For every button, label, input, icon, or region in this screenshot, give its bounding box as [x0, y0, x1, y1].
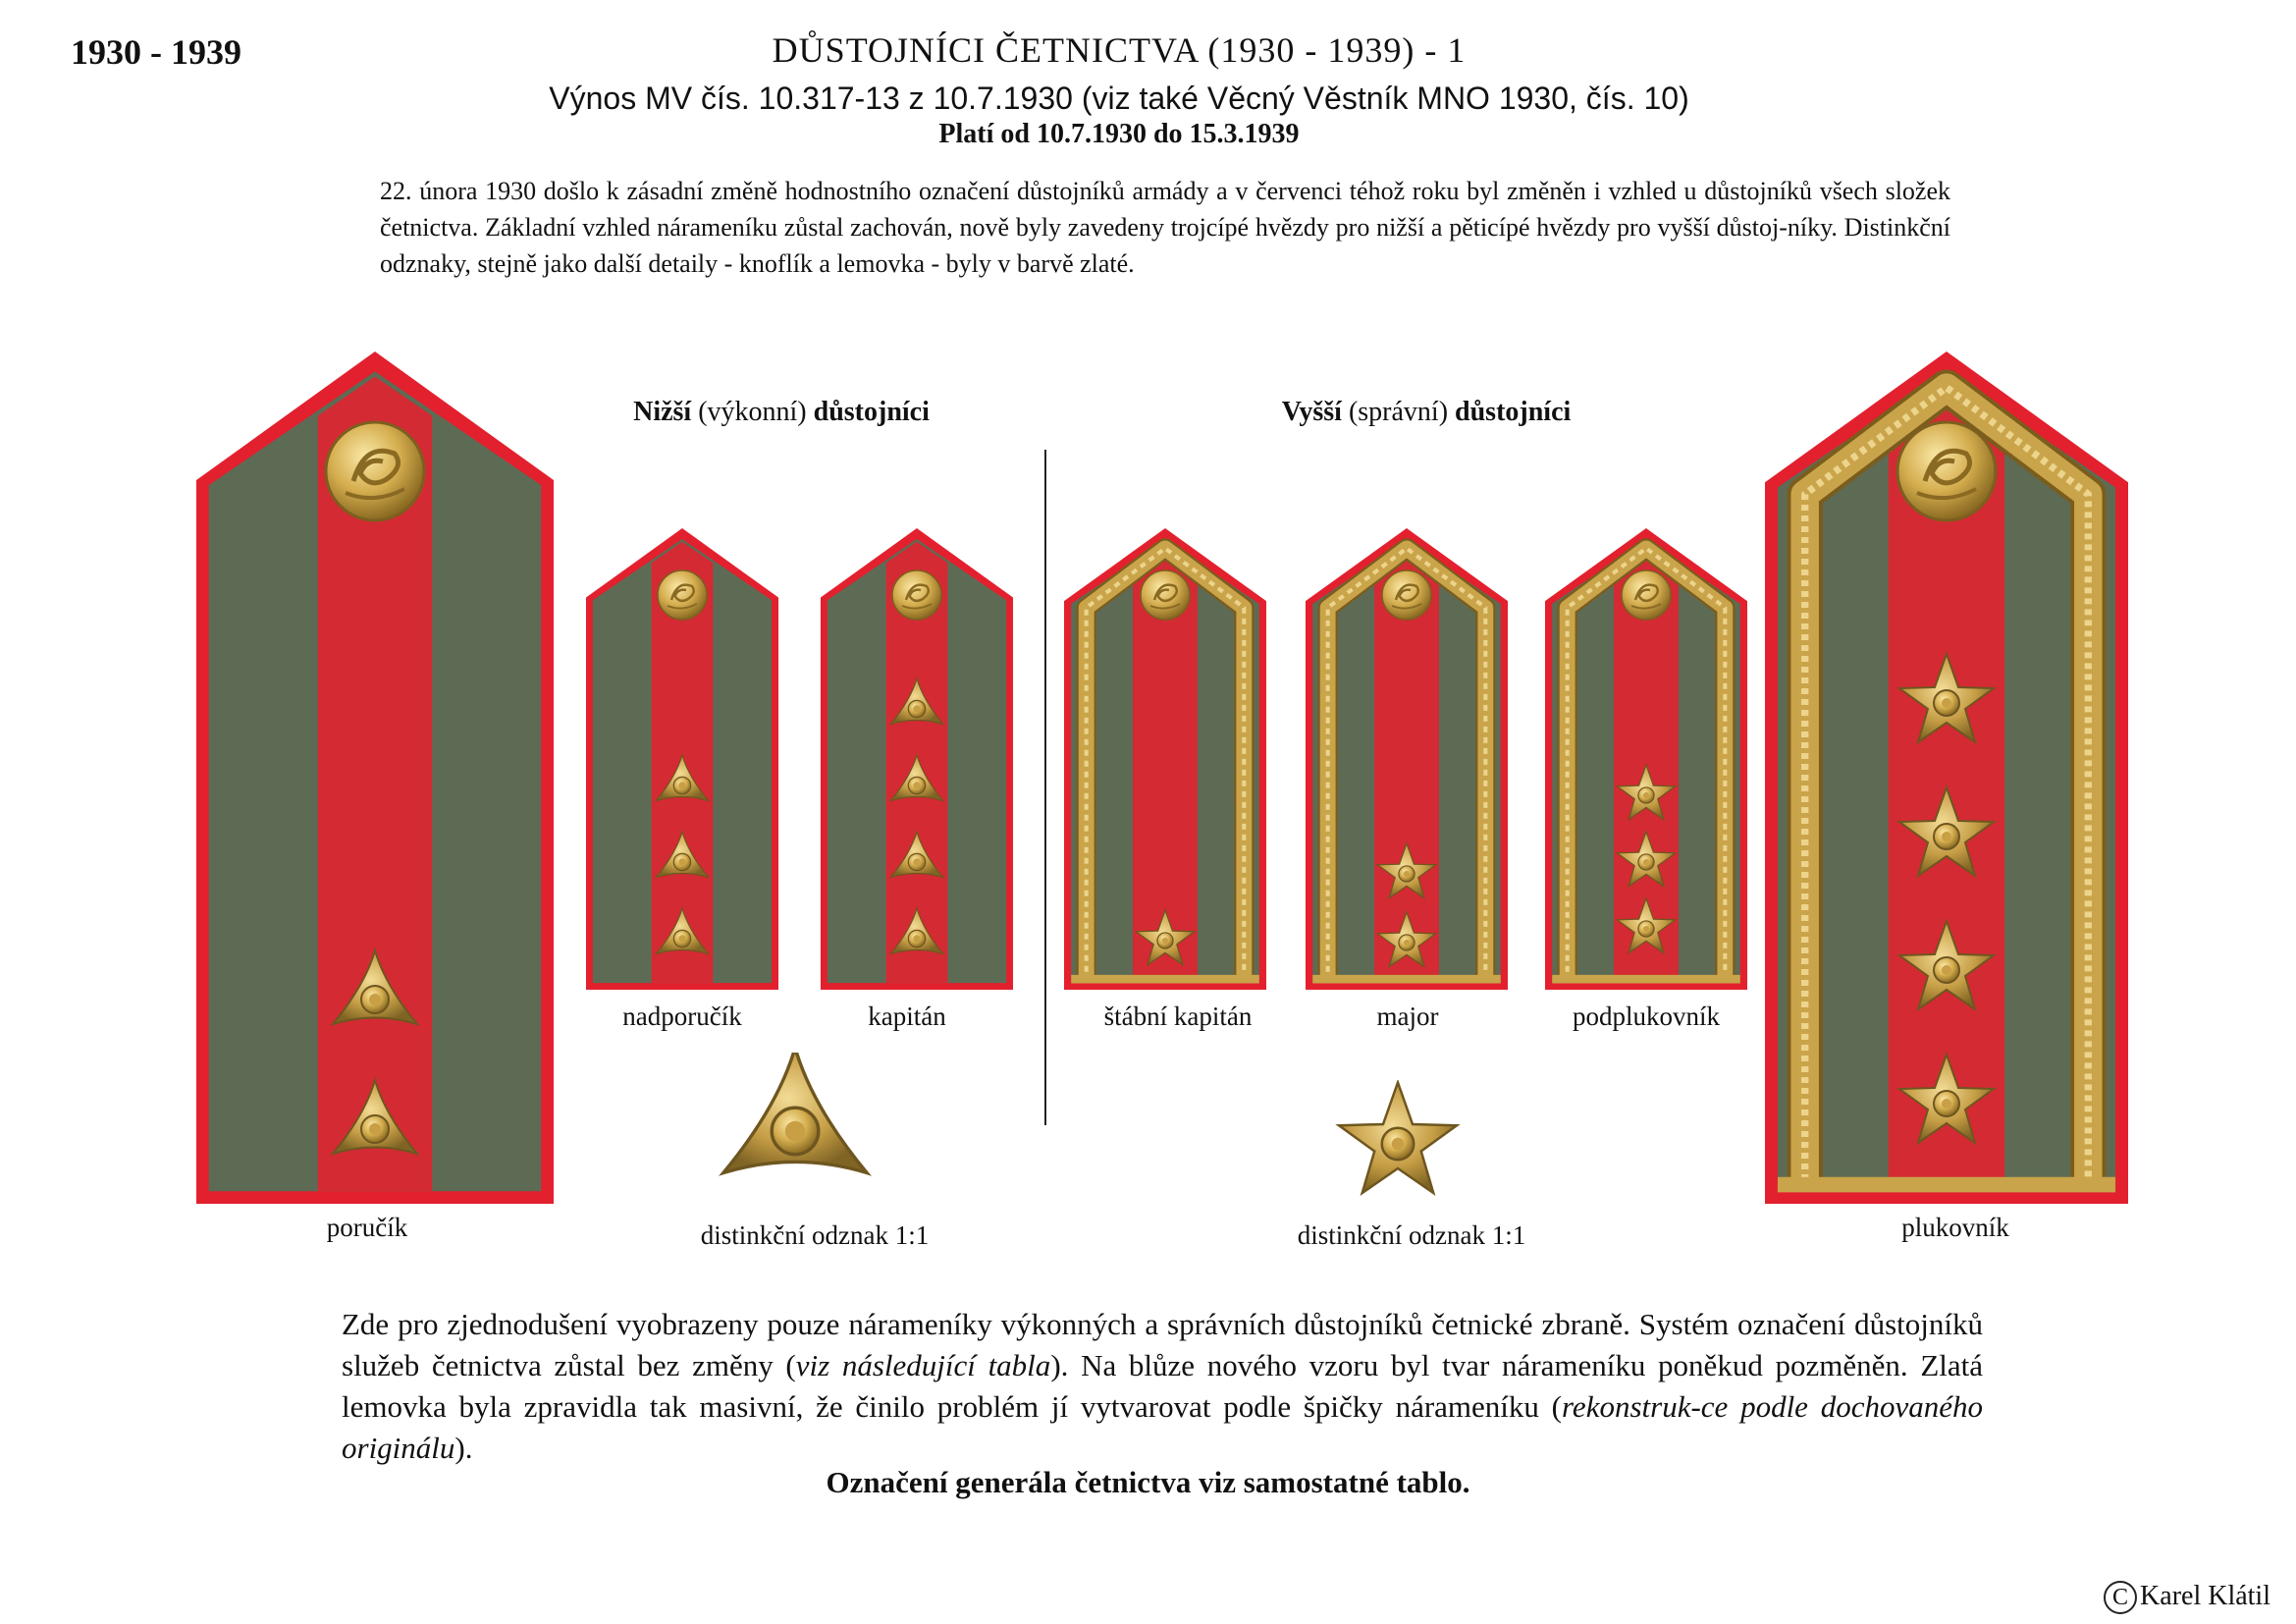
tri-star-specimen — [707, 1053, 883, 1210]
board-podplukovnik — [1545, 528, 1747, 990]
button-icon — [892, 570, 941, 620]
board-major — [1306, 528, 1508, 990]
caption-major: major — [1376, 1001, 1439, 1031]
pent-star-specimen — [1309, 1080, 1486, 1208]
copyright-icon: C — [2104, 1581, 2137, 1614]
caption-nadporucik: nadporučík — [622, 1001, 742, 1031]
validity-period: Platí od 10.7.1930 do 15.3.1939 — [938, 119, 1300, 149]
board-nadporucik — [586, 528, 778, 990]
button-icon — [1382, 570, 1431, 620]
caption-kapitan: kapitán — [868, 1001, 946, 1031]
group-divider — [1044, 450, 1046, 1125]
board-plukovnik — [1765, 352, 2128, 1204]
board-stabni-kapitan — [1064, 528, 1266, 990]
button-icon — [1141, 570, 1190, 620]
copyright — [2104, 1581, 2270, 1614]
closing-paragraph: Zde pro zjednodušení vyobrazeny pouze nárameníky výkonných a správních důstojníků četnické zbraně. Systém označení důstojníků služeb četnictva zůstal bez změny (viz následující tabla). Na blůze nového vzoru byl tvar nárameníku poněkud pozměněn. Zlatá lemovka byla zpravidla tak masivní, že činilo problém jí vytvarovat podle špičky nárameníku (rekonstruk-ce podle dochovaného originálu). — [342, 1307, 1983, 1465]
page-title: DŮSTOJNÍCI ČETNICTVA (1930 - 1939) - 1 — [772, 30, 1467, 70]
caption-insignia-higher: distinkční odznak 1:1 — [1297, 1220, 1526, 1250]
caption-podplukovnik: podplukovník — [1572, 1001, 1720, 1031]
lower-officers-heading: Nižší (výkonní) důstojníci — [633, 397, 930, 427]
button-icon — [658, 570, 707, 620]
years-heading: 1930 - 1939 — [71, 32, 241, 72]
higher-officers-heading: Vyšší (správní) důstojníci — [1281, 397, 1572, 427]
button-icon — [1897, 422, 1996, 520]
intro-paragraph: 22. února 1930 došlo k zásadní změně hodnostního označení důstojníků armády a v červenci téhož roku byl změněn i vzhled u důstojníků všech složek četnictva. Základní vzhled nárameníku zůstal zachován, nově byly zavedeny trojcípé hvězdy pro nižší a pěticípé hvězdy pro vyšší důstoj-níky. Distinkční odznaky, stejně jako další detaily - knoflík a lemovka - byly v barvě zlaté. — [380, 177, 1950, 278]
caption-insignia-lower: distinkční odznak 1:1 — [700, 1220, 930, 1250]
board-kapitan — [821, 528, 1013, 990]
general-note: Označení generála četnictva viz samostatné tablo. — [826, 1465, 1470, 1499]
author-name: Karel Klátil — [2140, 1581, 2270, 1611]
button-icon — [326, 422, 424, 520]
caption-plukovnik: plukovník — [1901, 1213, 2009, 1242]
caption-porucik: poručík — [326, 1213, 408, 1242]
page-subtitle: Výnos MV čís. 10.317-13 z 10.7.1930 (viz také Věcný Věstník MNO 1930, čís. 10) — [549, 81, 1689, 116]
button-icon — [1622, 570, 1671, 620]
caption-stabni-kapitan: štábní kapitán — [1103, 1001, 1253, 1031]
board-porucik — [196, 352, 554, 1204]
